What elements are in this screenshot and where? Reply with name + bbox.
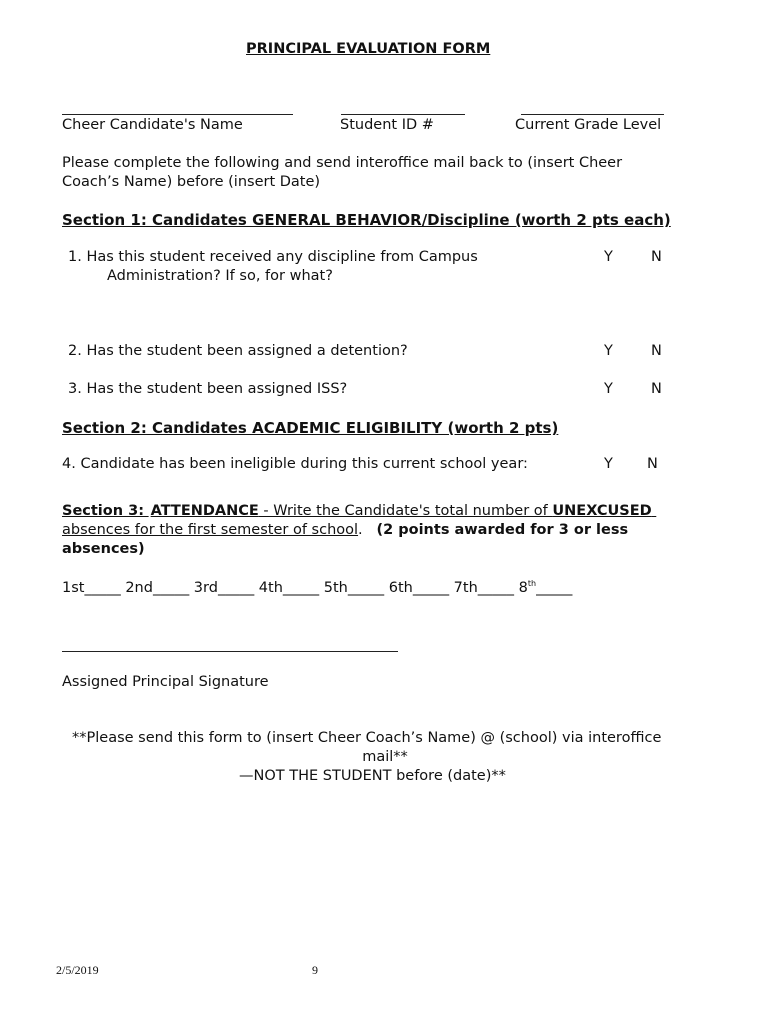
period-absence-blanks: [62, 579, 572, 596]
notice-line-2: mail**: [362, 749, 408, 765]
question-3-yes: Y: [604, 381, 613, 397]
form-title-text: PRINCIPAL EVALUATION FORM: [246, 41, 491, 57]
footer-page-number: 9: [312, 963, 318, 977]
section-1-heading: Section 1: Candidates GENERAL BEHAVIOR/Discipline (worth 2 pts each): [62, 211, 671, 229]
student-id-blank-line: [341, 114, 465, 115]
unexcused-label: UNEXCUSED: [552, 503, 652, 519]
question-2-no: N: [651, 343, 662, 359]
question-1-line-1: 1. Has this student received any discipline from Campus: [68, 249, 478, 265]
question-2-yes: Y: [604, 343, 613, 359]
eighth-blank: _____: [536, 579, 573, 596]
name-label: Cheer Candidate's Name: [62, 117, 243, 133]
section-3-line-2: [62, 522, 628, 538]
footer-date: 2/5/2019: [56, 963, 99, 977]
name-blank-line: [62, 114, 293, 115]
question-2: 2. Has the student been assigned a detention?: [68, 343, 408, 359]
section-3-instruction: - Write the Candidate's total number of: [258, 503, 553, 519]
student-id-label: Student ID #: [340, 117, 434, 133]
attendance-label: ATTENDANCE: [150, 503, 259, 519]
question-1-no: N: [651, 249, 662, 265]
form-title: [246, 41, 490, 57]
question-4-yes: Y: [604, 456, 613, 472]
signature-label: Assigned Principal Signature: [62, 674, 269, 690]
section-3-line-3: absences): [62, 541, 145, 557]
signature-line: [62, 651, 398, 652]
period-text: .: [358, 522, 377, 538]
question-3: 3. Has the student been assigned ISS?: [68, 381, 348, 397]
instructions-line-1: Please complete the following and send interoffice mail back to (insert Cheer: [62, 155, 623, 171]
notice-line-1: **Please send this form to (insert Cheer Coach’s Name) @ (school) via interoffice: [72, 730, 662, 746]
notice-line-3: —NOT THE STUDENT before (date)**: [239, 768, 506, 784]
question-4-no: N: [647, 456, 658, 472]
points-text: (2 points awarded for 3 or less: [376, 522, 629, 538]
grade-blank-line: [521, 114, 664, 115]
question-1-line-2: Administration? If so, for what?: [107, 268, 333, 284]
question-4: 4. Candidate has been ineligible during this current school year:: [62, 456, 528, 472]
periods-text: 1st_____ 2nd_____ 3rd_____ 4th_____ 5th_____ 6th_____ 7th_____ 8: [62, 579, 528, 596]
grade-label: Current Grade Level: [515, 117, 662, 133]
semester-text: absences for the first semester of school: [62, 522, 359, 538]
section-3-line-1: [62, 503, 656, 519]
question-1-yes: Y: [604, 249, 613, 265]
instructions-line-2: Coach’s Name) before (insert Date): [62, 174, 321, 190]
question-3-no: N: [651, 381, 662, 397]
section-2-heading: Section 2: Candidates ACADEMIC ELIGIBILITY (worth 2 pts): [62, 419, 559, 437]
section-3-label: Section 3:: [62, 503, 144, 519]
eighth-suffix: th: [527, 579, 537, 588]
